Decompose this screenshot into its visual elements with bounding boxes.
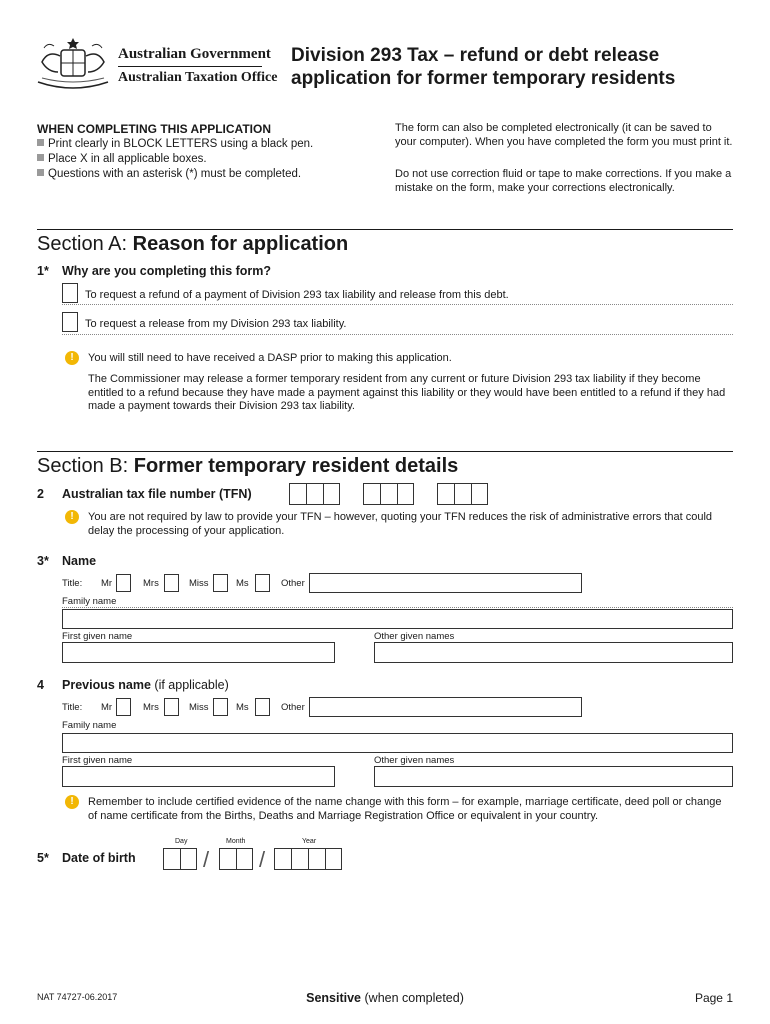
question-number: 1* bbox=[37, 264, 49, 278]
tfn-note: You are not required by law to provide your TFN – however, quoting your TFN reduces the risk of administrative errors that could delay the processing of your application. bbox=[88, 511, 713, 537]
info-icon: ! bbox=[65, 510, 79, 524]
dob-month[interactable] bbox=[219, 848, 253, 870]
mrs-label: Mrs bbox=[143, 578, 159, 589]
tfn-digit[interactable] bbox=[323, 483, 340, 505]
section-b-heading bbox=[37, 455, 458, 478]
refund-checkbox[interactable] bbox=[62, 283, 78, 303]
other-names-label: Other given names bbox=[374, 755, 455, 766]
question-text: Australian tax file number (TFN) bbox=[62, 487, 252, 501]
question-text bbox=[62, 678, 229, 692]
dob-digit[interactable] bbox=[163, 848, 180, 870]
mrs-checkbox[interactable] bbox=[164, 574, 179, 592]
question-number: 3* bbox=[37, 554, 49, 568]
prev-mr-checkbox[interactable] bbox=[116, 698, 131, 716]
government-name: Australian Government bbox=[118, 46, 271, 62]
dob-digit[interactable] bbox=[325, 848, 342, 870]
miss-checkbox[interactable] bbox=[213, 574, 228, 592]
other-names-label: Other given names bbox=[374, 631, 455, 642]
title-label: Title: bbox=[62, 702, 83, 713]
divider bbox=[118, 66, 262, 67]
dasp-note: You will still need to have received a DASP prior to making this application. bbox=[88, 352, 452, 364]
release-checkbox[interactable] bbox=[62, 312, 78, 332]
tfn-digit[interactable] bbox=[289, 483, 306, 505]
mr-label: Mr bbox=[101, 578, 113, 589]
dob-digit[interactable] bbox=[291, 848, 308, 870]
dob-digit[interactable] bbox=[219, 848, 236, 870]
tfn-digit[interactable] bbox=[397, 483, 414, 505]
year-label: Year bbox=[302, 838, 317, 845]
other-names-input[interactable] bbox=[374, 642, 733, 663]
correction-note: Do not use correction fluid or tape to make corrections. If you make a mistake on the form, make your corrections electronically. bbox=[395, 168, 732, 194]
dob-digit[interactable] bbox=[180, 848, 197, 870]
dob-digit[interactable] bbox=[308, 848, 325, 870]
ms-label: Ms bbox=[236, 578, 249, 589]
ms-checkbox[interactable] bbox=[255, 574, 270, 592]
tfn-group-2[interactable] bbox=[363, 483, 414, 505]
miss-label: Miss bbox=[189, 578, 209, 589]
form-title bbox=[291, 44, 751, 90]
instructions-list bbox=[37, 137, 313, 182]
tfn-digit[interactable] bbox=[380, 483, 397, 505]
list-item: Questions with an asterisk (*) must be completed. bbox=[37, 167, 313, 182]
tfn-digit[interactable] bbox=[363, 483, 380, 505]
section-a-heading bbox=[37, 233, 348, 256]
family-name-label: Family name bbox=[62, 720, 117, 731]
form-title-line1: Division 293 Tax – refund or debt release bbox=[291, 45, 660, 66]
prev-miss-checkbox[interactable] bbox=[213, 698, 228, 716]
section-divider bbox=[37, 451, 733, 452]
form-code: NAT 74727-06.2017 bbox=[37, 992, 118, 1002]
question-text: Why are you completing this form? bbox=[62, 264, 272, 278]
mrs-label: Mrs bbox=[143, 702, 159, 713]
prev-ms-checkbox[interactable] bbox=[255, 698, 270, 716]
prev-first-name-input[interactable] bbox=[62, 766, 335, 787]
prev-other-title-input[interactable] bbox=[309, 697, 582, 717]
tfn-digit[interactable] bbox=[437, 483, 454, 505]
first-name-input[interactable] bbox=[62, 642, 335, 663]
first-name-label: First given name bbox=[62, 755, 133, 766]
section-label: Section B: bbox=[37, 455, 129, 477]
name-change-note: Remember to include certified evidence of the name change with this form – for example, marriage certificate, deed poll or change of name certificate from the Births, Deaths and Marriage Registration Office or equivalent in your country. bbox=[88, 796, 722, 822]
divider bbox=[62, 607, 733, 608]
mr-checkbox[interactable] bbox=[116, 574, 131, 592]
family-name-input[interactable] bbox=[62, 609, 733, 629]
month-label: Month bbox=[226, 838, 246, 845]
question-label: Previous name bbox=[62, 678, 151, 692]
info-icon: ! bbox=[65, 351, 79, 365]
section-title: Reason for application bbox=[132, 233, 349, 255]
dob-digit[interactable] bbox=[274, 848, 291, 870]
instructions-heading: WHEN COMPLETING THIS APPLICATION bbox=[37, 122, 271, 136]
dob-digit[interactable] bbox=[236, 848, 253, 870]
prev-family-name-input[interactable] bbox=[62, 733, 733, 753]
section-divider bbox=[37, 229, 733, 230]
question-suffix: (if applicable) bbox=[154, 678, 229, 692]
commissioner-note: The Commissioner may release a former temporary resident from any current or future Division 293 tax liability if they become entitled to a refund because they have made a payment against this liability or they would have been entitled to a refund if they had made a payment towards their Division 293 tax liability. bbox=[88, 373, 726, 412]
page-number: Page 1 bbox=[694, 991, 733, 1005]
list-item: Place X in all applicable boxes. bbox=[37, 152, 313, 167]
question-text: Date of birth bbox=[62, 851, 136, 865]
release-option-label: To request a release from my Division 293 tax liability. bbox=[85, 318, 347, 330]
dob-day[interactable] bbox=[163, 848, 197, 870]
divider bbox=[62, 304, 733, 305]
other-title-input[interactable] bbox=[309, 573, 582, 593]
sensitive-suffix: (when completed) bbox=[364, 991, 464, 1005]
sensitivity-label bbox=[0, 991, 770, 1005]
prev-other-names-input[interactable] bbox=[374, 766, 733, 787]
date-separator: / bbox=[203, 847, 210, 872]
title-label: Title: bbox=[62, 578, 83, 589]
tfn-digit[interactable] bbox=[471, 483, 488, 505]
form-title-line2: application for former temporary residents bbox=[291, 68, 676, 89]
prev-mrs-checkbox[interactable] bbox=[164, 698, 179, 716]
question-number: 4 bbox=[37, 678, 44, 692]
tfn-digit[interactable] bbox=[306, 483, 323, 505]
section-title: Former temporary resident details bbox=[133, 455, 459, 477]
other-label: Other bbox=[281, 702, 305, 713]
ms-label: Ms bbox=[236, 702, 249, 713]
family-name-label: Family name bbox=[62, 596, 117, 607]
question-text: Name bbox=[62, 554, 97, 568]
coat-of-arms-icon bbox=[34, 36, 112, 94]
day-label: Day bbox=[175, 838, 188, 845]
dob-year[interactable] bbox=[274, 848, 342, 870]
tfn-digit[interactable] bbox=[454, 483, 471, 505]
question-number: 2 bbox=[37, 487, 44, 501]
mr-label: Mr bbox=[101, 702, 113, 713]
tfn-group-1[interactable] bbox=[289, 483, 340, 505]
divider bbox=[62, 334, 733, 335]
section-label: Section A: bbox=[37, 233, 128, 255]
electronic-note: The form can also be completed electronically (it can be saved to your computer). When you have completed the form you must print it. bbox=[395, 122, 733, 148]
tfn-group-3[interactable] bbox=[437, 483, 488, 505]
info-icon: ! bbox=[65, 795, 79, 809]
agency-name: Australian Taxation Office bbox=[118, 70, 278, 85]
first-name-label: First given name bbox=[62, 631, 133, 642]
other-label: Other bbox=[281, 578, 305, 589]
refund-option-label: To request a refund of a payment of Division 293 tax liability and release from this debt. bbox=[85, 289, 509, 301]
date-separator: / bbox=[259, 847, 266, 872]
list-item: Print clearly in BLOCK LETTERS using a black pen. bbox=[37, 137, 313, 152]
miss-label: Miss bbox=[189, 702, 209, 713]
sensitive-word: Sensitive bbox=[306, 991, 362, 1005]
question-number: 5* bbox=[37, 851, 49, 865]
